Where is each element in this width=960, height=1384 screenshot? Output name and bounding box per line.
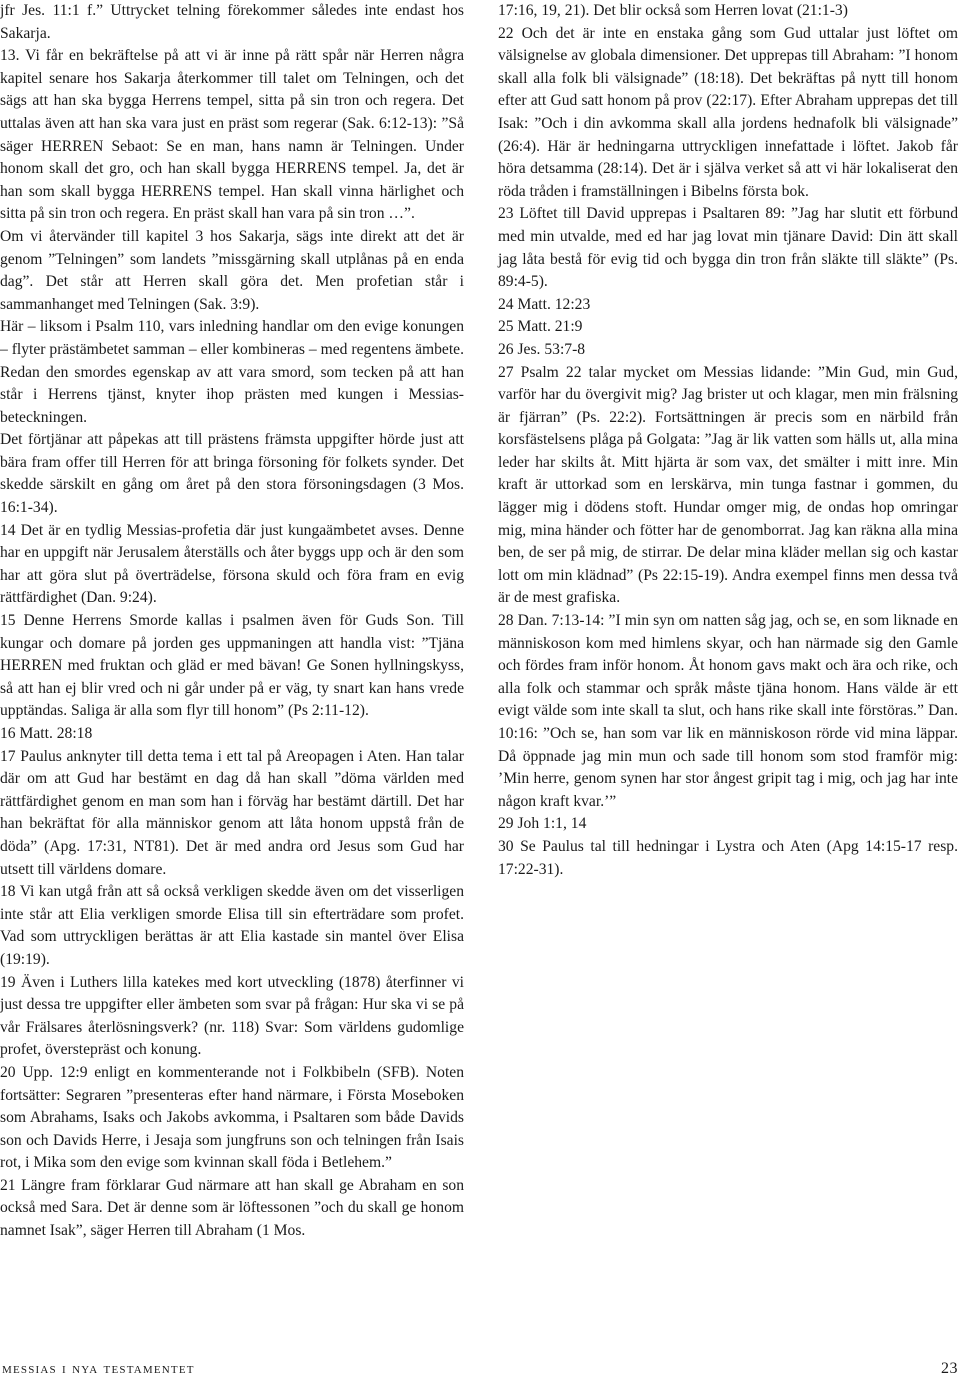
footnote-18: 18 Vi kan utgå från att så också verkligen skedde även om det visserligen inte står att Elia verkligen smorde Elisa till sin efterträdare som profet. Vad som uttryckligen berättas är att Elia kastade sin mantel över Elisa (19:19). <box>0 883 464 968</box>
page-number: 23 <box>941 1360 958 1377</box>
footnote-26: 26 Jes. 53:7-8 <box>498 340 586 358</box>
footnote-14: 14 Det är en tydlig Messias-profetia där just kungaämbetet avses. Denne har en uppgift när Jerusalem återställs och åter byggs upp och är den som har att göra slut på överträdelse, försona skuld och föra fram en evig rättfärdighet (Dan. 9:24). <box>0 521 464 607</box>
footnote-15: 15 Denne Herrens Smorde kallas i psalmen även för Guds Son. Till kungar och domare på jorden ges uppmaningen att handla vist: ”Tjäna HERREN med fruktan och gläd er med bävan! Ge Sonen hyllningskyss, så att han ej blir vred och ni går under på er väg, ty snart kan hans vrede upptändas. Saliga är alla som flyr till honom” (Ps 2:11-12). <box>0 612 464 720</box>
footnote-13-paragraph-2: Om vi återvänder till kapitel 3 hos Sakarja, sägs inte direkt att det är genom ”Telningen” som landets ”missgärning skall utplånas på en enda dag”. Det står att Herren skall göra det. Men profetian står i sammanhanget med Telningen (Sak. 3:9). <box>0 227 464 313</box>
page-footer <box>0 1358 960 1380</box>
running-footer-title: messias i nya testamentet <box>2 1360 195 1377</box>
footnote-13: 13. Vi får en bekräftelse på att vi är inne på rätt spår när Herren några kapitel senare hos Sakarja återkommer till talet om Telningen, och det sägs att han ska bygga Herrens tempel, sitta på sin tron och regera. Det uttalas även att han ska vara just en präst som regerar (Sak. 6:12-13): ”Så säger HERREN Sebaot: Se en man, hans namn är Telningen. Under honom skall det gro, och han skall bygga HERRENS tempel. Ja, det är han som skall bygga HERRENS tempel. Han skall vinna härlighet och sitta på sin tron och regera. En präst skall han vara på sin tron …”. <box>0 47 464 223</box>
footnote-23: 23 Löftet till David upprepas i Psaltaren 89: ”Jag har slutit ett förbund med min utvalde, med ed har jag lovat min tjänare David: Din ätt skall jag låta bestå för evig tid och bygga din tron från släkte till släkte” (Ps. 89:4-5). <box>498 205 958 291</box>
footnote-30: 30 Se Paulus tal till hedningar i Lystra och Aten (Apg 14:15-17 resp. 17:22-31). <box>498 837 958 878</box>
footnote-27: 27 Psalm 22 talar mycket om Messias lidande: ”Min Gud, min Gud, varför har du övergivit mig? Jag brister ut och klagar, men min frälsning är fjärran” (Ps. 22:2). Fortsättningen är precis som en närbild från korsfästelsens plåga på Golgata: ”Jag är lik vatten som hälls ut, alla mina leder har skilts åt. Mitt hjärta är som vax, det smälter i mitt inre. Min kraft är uttorkad som en lerskärva, min tunga fastnar i gommen, du lägger mig i dödens stoft. Hundar omger mig, de ondas hop omringar mig, mina händer och fötter har de genomborrat. Jag kan räkna alla mina ben, de ser på mig, de stirrar. De delar mina kläder mellan sig och kastar lott om min klädnad” (Ps 22:15-19). Andra exempel finns men dessa två är de mest grafiska. <box>498 363 958 607</box>
footnote-21: 21 Längre fram förklarar Gud närmare att han skall ge Abraham en son också med Sara. Det är denne som är löftessonen ”och du skall ge honom namnet Isak”, säger Herren till Abraham (1 Mos. <box>0 1176 464 1240</box>
footnote-19: 19 Även i Luthers lilla katekes med kort utveckling (1878) återfinner vi just dessa tre uppgifter eller ämbeten som svar på frågan: Hur ska vi se på vår Frälsares återlösningsverk? (nr. 118) Svar: Som världens gudomlige profet, överstepräst och konung. <box>0 973 464 1059</box>
footnote-24: 24 Matt. 12:23 <box>498 295 591 313</box>
footnote-17: 17 Paulus anknyter till detta tema i ett tal på Areopagen i Aten. Han talar där om att Gud har bestämt en dag då han skall ”döma världen med rättfärdighet genom en man som han i förväg har bestämt därtill. Det har han bekräftat för alla människor genom att låta honom uppstå från de döda” (Apg. 17:31, NT81). Det är med andra ord Jesus som Gud har utsett till världens domare. <box>0 747 464 878</box>
footnote-continuation: jfr Jes. 11:1 f.” Uttrycket telning förekommer således inte endast hos Sakarja. <box>0 2 464 42</box>
right-text-column <box>498 0 958 881</box>
footnote-28: 28 Dan. 7:13-14: ”I min syn om natten såg jag, och se, en som liknade en människoson kom med himlens skyar, och han närmade sig den Gamle och fördes fram inför honom. Åt honom gavs makt och ära och rike, och alla folk och stammar och språk måste tjäna honom. Hans välde är ett evigt välde som inte skall ta slut, och hans rike skall inte förstöras.” Dan. 10:16: ”Och se, han som var lik en människoson rörde vid mina läppar. Då öppnade jag min mun och sade till honom som stod framför mig: ’Min herre, genom synen har stor ångest gripit tag i mig, och jag har inte någon kraft kvar.’” <box>498 612 958 810</box>
footnote-25: 25 Matt. 21:9 <box>498 318 583 336</box>
footnote-21-continuation: 17:16, 19, 21). Det blir också som Herren lovat (21:1-3) <box>498 2 848 19</box>
footnote-20: 20 Upp. 12:9 enligt en kommenterande not i Folkbibeln (SFB). Noten fortsätter: Segraren ”presenteras efter hand närmare, i Första Moseboken som Abrahams, Isaks och Jakobs avkomma, i Psaltaren som både Davids son och Davids Herre, i Jesaja som jungfruns son och telningen från Isais rot, i Mika som den evige som kvinnan skall föda i Betlehem.” <box>0 1063 464 1172</box>
footnote-13-paragraph-3: Här – liksom i Psalm 110, vars inledning handlar om den evige konungen – flyter prästämbetet samman – eller kombineras – med regentens ämbete. Redan den smordes egenskap av att vara smord, som tecken på att han står i Herrens tjänst, knyter ihop prästen med kungen i Messias-beteckningen. <box>0 318 464 426</box>
footnote-16: 16 Matt. 28:18 <box>0 725 93 742</box>
footnote-22: 22 Och det är inte en enstaka gång som Gud uttalar just löftet om välsignelse av globala dimensioner. Det upprepas till Abraham: ”I honom skall alla folk bli välsignade” (18:18). Det bekräftas på nytt till honom efter att Gud satt honom på prov (22:17). Efter Abraham upprepas det till Isak: ”Och i din avkomma skall alla jordens hednafolk bli välsignade” (26:4). Här är hedningarna uttryckligen innefattade i löftet. Jakob får höra detsamma (28:14). Det är i själva verket så att vi här lokaliserat den röda tråden i framställningen i Bibelns första bok. <box>498 24 958 200</box>
footnote-13-paragraph-4: Det förtjänar att påpekas att till prästens främsta uppgifter hörde just att bära fram offer till Herren för att bringa försoning för folkets synder. Det skedde särskilt en gång om året på den stora försoningsdagen (3 Mos. 16:1-34). <box>0 431 464 517</box>
footnote-29: 29 Joh 1:1, 14 <box>498 815 587 833</box>
left-text-column <box>0 0 464 1243</box>
